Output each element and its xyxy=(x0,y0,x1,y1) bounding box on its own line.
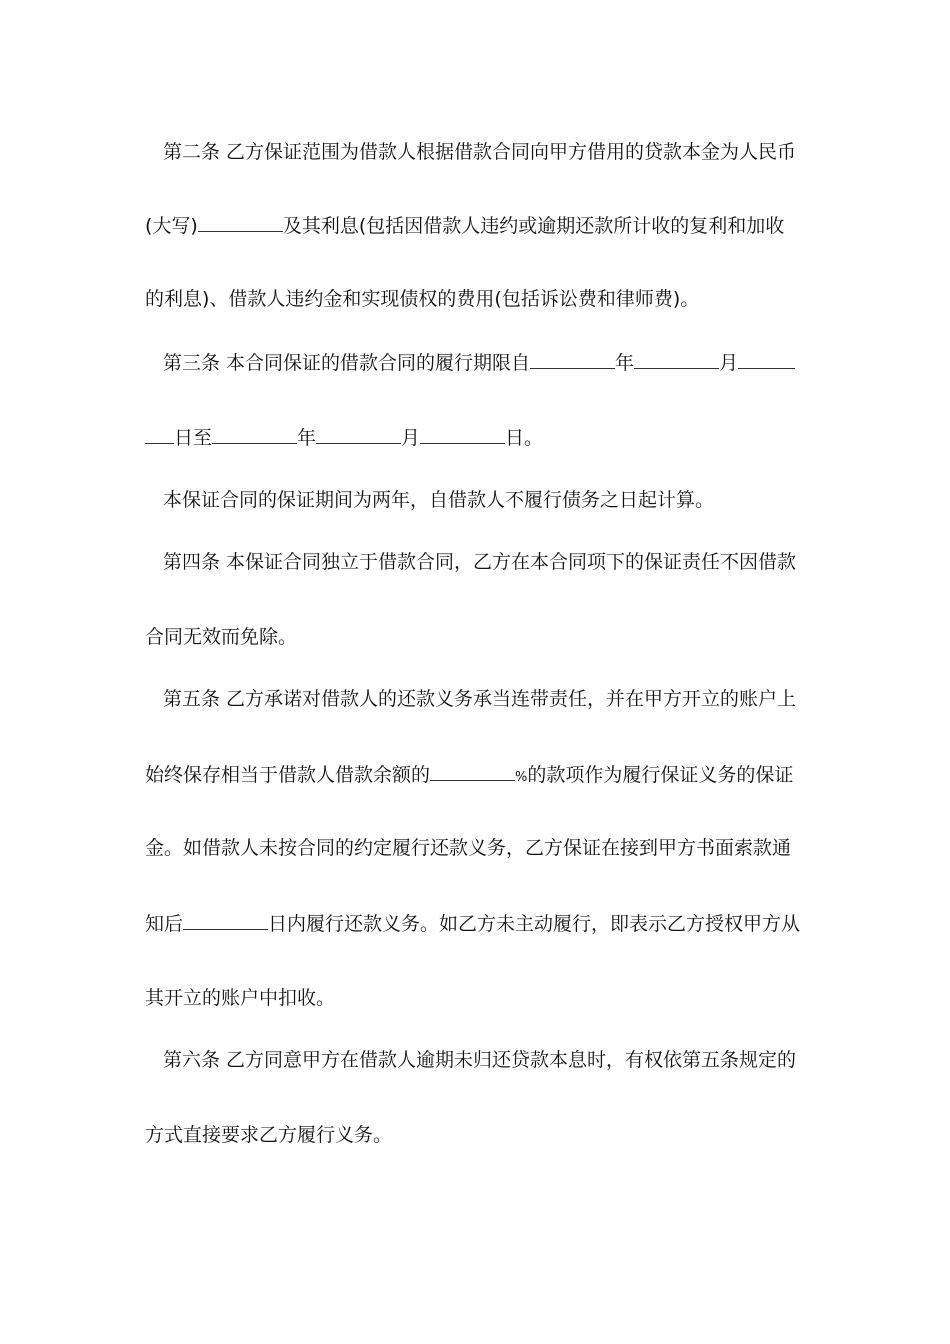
article-5-line-2 xyxy=(145,762,793,786)
article-4-line-2: 合同无效而免除。 xyxy=(145,626,298,648)
article-2-line-2 xyxy=(145,213,784,237)
article-2-line-3: 的利息)、借款人违约金和实现债权的费用(包括诉讼费和律师费)。 xyxy=(145,288,700,310)
percent-sign: % xyxy=(515,770,528,785)
article-3-text: 第三条 本合同保证的借款合同的履行期限自 xyxy=(163,352,531,374)
article-5-line-2-text-b: 的款项作为履行保证义务的保证 xyxy=(527,764,794,786)
currency-label: (大写) xyxy=(145,215,198,237)
article-2-line-1: 第二条 乙方保证范围为借款人根据借款合同向甲方借用的贷款本金为人民币 xyxy=(163,141,797,163)
end-day-blank[interactable] xyxy=(420,425,505,444)
amount-blank[interactable] xyxy=(198,213,283,232)
article-5-line-5: 其开立的账户中扣收。 xyxy=(145,987,336,1009)
article-6-line-2: 方式直接要求乙方履行义务。 xyxy=(145,1124,393,1146)
article-5-line-2-text-a: 始终保存相当于借款人借款余额的 xyxy=(145,764,431,786)
article-5-line-4-text-a: 知后 xyxy=(145,913,184,935)
end-month-label: 月 xyxy=(401,427,421,449)
article-6-line-1: 第六条 乙方同意甲方在借款人逾期未归还贷款本息时，有权依第五条规定的 xyxy=(163,1049,797,1071)
article-5-line-3: 金。如借款人未按合同的约定履行还款义务，乙方保证在接到甲方书面索款通 xyxy=(145,837,792,859)
start-day-blank-part-1[interactable] xyxy=(738,350,795,369)
percentage-blank[interactable] xyxy=(430,762,515,781)
article-5-line-4 xyxy=(145,911,800,935)
end-day-label: 日。 xyxy=(505,427,544,449)
article-3-line-2 xyxy=(145,425,543,449)
article-5-line-4-text-b: 日内履行还款义务。如乙方未主动履行，即表示乙方授权甲方从 xyxy=(268,913,801,935)
end-month-blank[interactable] xyxy=(316,425,401,444)
article-4-line-1: 第四条 本保证合同独立于借款合同，乙方在本合同项下的保证责任不因借款 xyxy=(163,551,797,573)
start-month-blank[interactable] xyxy=(634,350,719,369)
year-label: 年 xyxy=(615,352,635,374)
start-year-blank[interactable] xyxy=(530,350,615,369)
start-day-blank-part-2[interactable] xyxy=(145,425,174,444)
article-2-line-2-text: 及其利息(包括因借款人违约或逾期还款所计收的复利和加收 xyxy=(282,215,785,237)
days-blank[interactable] xyxy=(183,911,268,930)
month-label: 月 xyxy=(719,352,739,374)
day-to-label: 日至 xyxy=(174,427,213,449)
guarantee-period-line: 本保证合同的保证期间为两年，自借款人不履行债务之日起计算。 xyxy=(163,489,715,511)
end-year-label: 年 xyxy=(297,427,317,449)
article-5-line-1: 第五条 乙方承诺对借款人的还款义务承当连带责任，并在甲方开立的账户上 xyxy=(163,688,797,710)
article-3-line-1 xyxy=(163,350,795,374)
end-year-blank[interactable] xyxy=(212,425,297,444)
